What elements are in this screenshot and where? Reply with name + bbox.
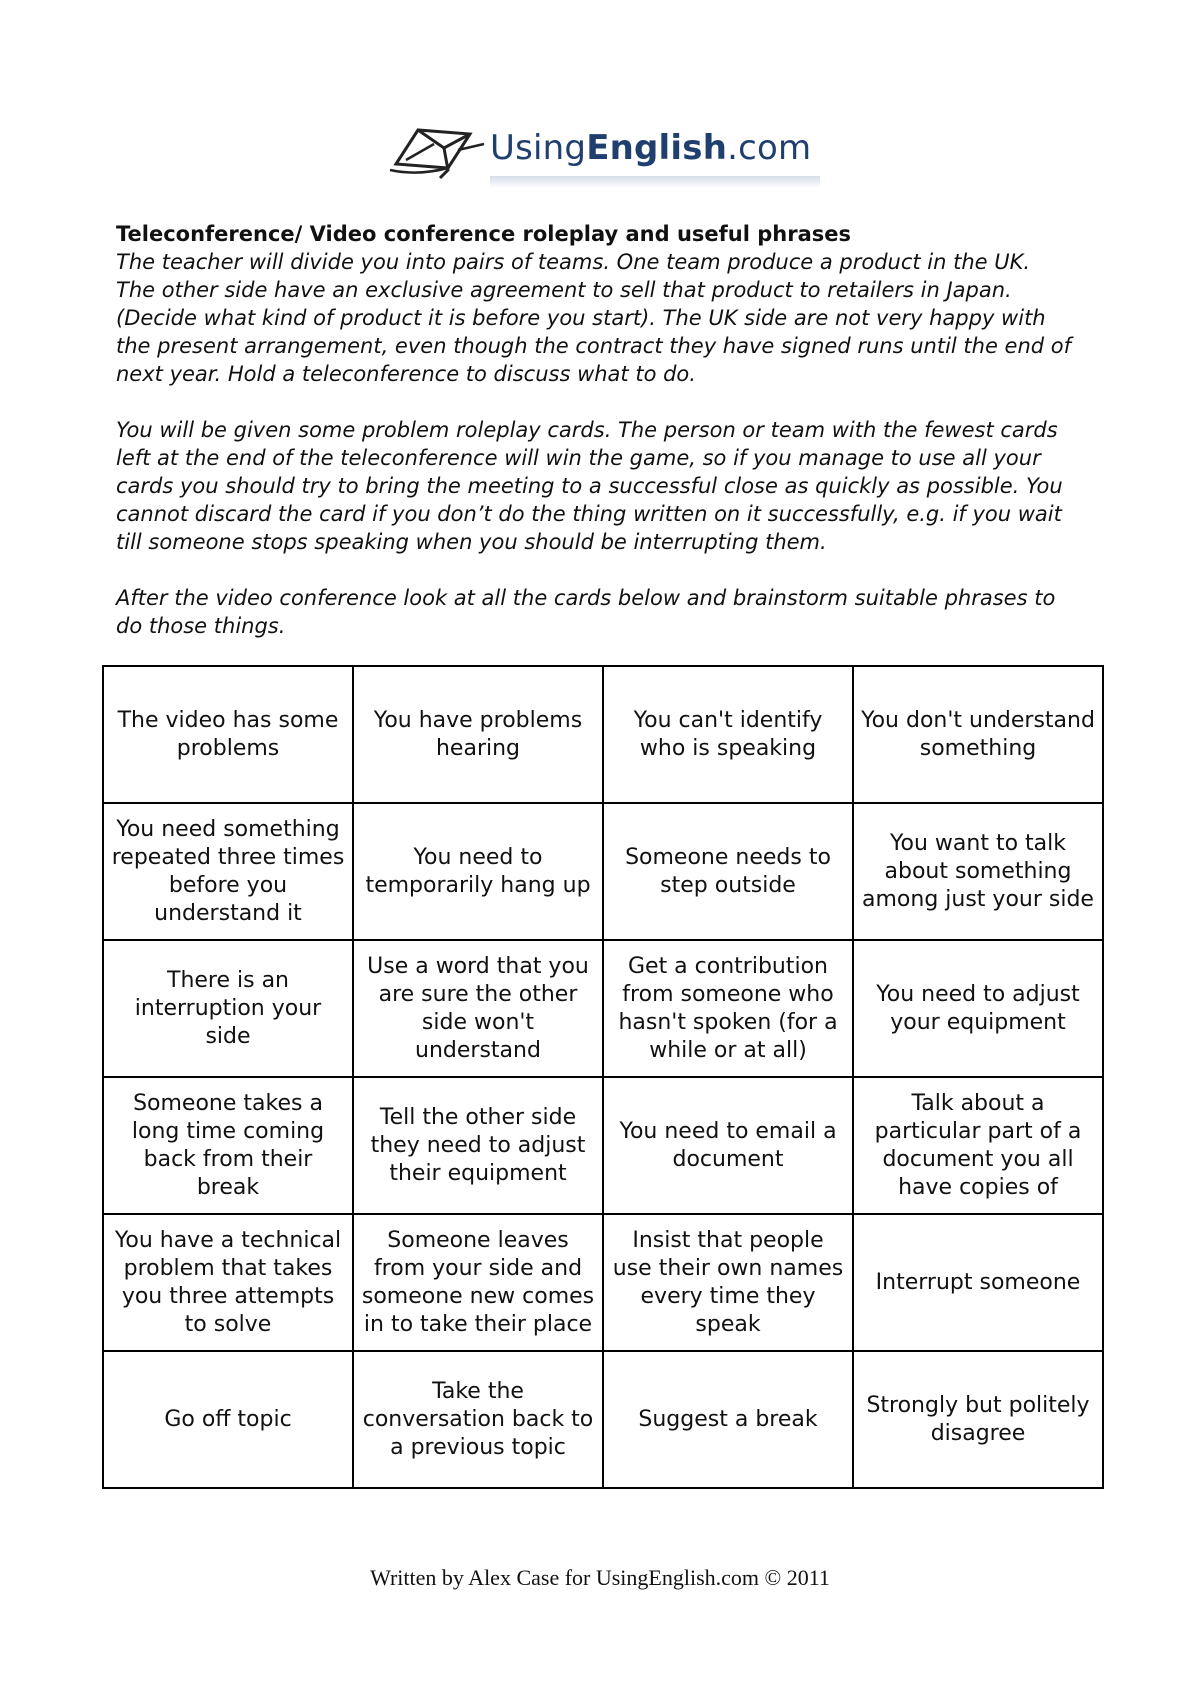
table-row (103, 940, 1103, 1077)
card-cell: You need to adjust your equipment (853, 940, 1103, 1077)
mortarboard-icon (388, 120, 488, 182)
card-cell: Go off topic (103, 1351, 353, 1488)
card-cell: You need to temporarily hang up (353, 803, 603, 940)
intro-paragraph: The teacher will divide you into pairs of teams. One team produce a product in the UK. The other side have an exclusive agreement to sell that product to retailers in Japan. (Decide what kind of product it is before you start). The UK side are not very happy with the present arrangement, even though the contract they have signed runs until the end of next year. Hold a teleconference to discuss what to do. (116, 250, 1072, 386)
table-row (103, 803, 1103, 940)
card-cell: You need something repeated three times before you understand it (103, 803, 353, 940)
card-cell: You have a technical problem that takes you three attempts to solve (103, 1214, 353, 1351)
card-cell: You need to email a document (603, 1077, 853, 1214)
card-cell: The video has some problems (103, 666, 353, 803)
card-cell: You don't understand something (853, 666, 1103, 803)
card-cell: You want to talk about something among just your side (853, 803, 1103, 940)
table-row (103, 666, 1103, 803)
logo-reflection (490, 176, 820, 188)
table-row (103, 1214, 1103, 1351)
intro-section (116, 220, 1096, 668)
logo-brand-suffix: .com (727, 128, 812, 168)
footer-credit: Written by Alex Case for UsingEnglish.com © 2011 (370, 1565, 830, 1590)
card-cell: Tell the other side they need to adjust their equipment (353, 1077, 603, 1214)
brainstorm-paragraph: After the video conference look at all the cards below and brainstorm suitable phrases to do those things. (116, 586, 1056, 638)
card-cell: Suggest a break (603, 1351, 853, 1488)
card-cell: Insist that people use their own names every time they speak (603, 1214, 853, 1351)
card-cell: Someone takes a long time coming back from their break (103, 1077, 353, 1214)
page-title: Teleconference/ Video conference roleplay and useful phrases (116, 222, 851, 246)
card-cell: Someone leaves from your side and someone new comes in to take their place (353, 1214, 603, 1351)
card-cell: Use a word that you are sure the other side won't understand (353, 940, 603, 1077)
card-cell: You have problems hearing (353, 666, 603, 803)
card-cell: Talk about a particular part of a document you all have copies of (853, 1077, 1103, 1214)
instructions-paragraph: You will be given some problem roleplay cards. The person or team with the fewest cards left at the end of the teleconference will win the game, so if you manage to use all your cards you should try to bring the meeting to a successful close as quickly as possible. You cannot discard the card if you don’t do the thing written on it successfully, e.g. if you wait till someone stops speaking when you should be interrupting them. (116, 418, 1063, 554)
card-cell: Take the conversation back to a previous topic (353, 1351, 603, 1488)
logo-wordmark (490, 128, 811, 168)
logo-brand-bold: English (586, 128, 728, 168)
card-cell: Get a contribution from someone who hasn't spoken (for a while or at all) (603, 940, 853, 1077)
card-cell: You can't identify who is speaking (603, 666, 853, 803)
table-row (103, 1077, 1103, 1214)
roleplay-cards-table (102, 665, 1104, 1489)
card-cell: Strongly but politely disagree (853, 1351, 1103, 1488)
card-cell: Someone needs to step outside (603, 803, 853, 940)
card-cell: There is an interruption your side (103, 940, 353, 1077)
table-row (103, 1351, 1103, 1488)
card-cell: Interrupt someone (853, 1214, 1103, 1351)
logo (388, 120, 828, 190)
logo-brand-regular: Using (490, 128, 587, 168)
